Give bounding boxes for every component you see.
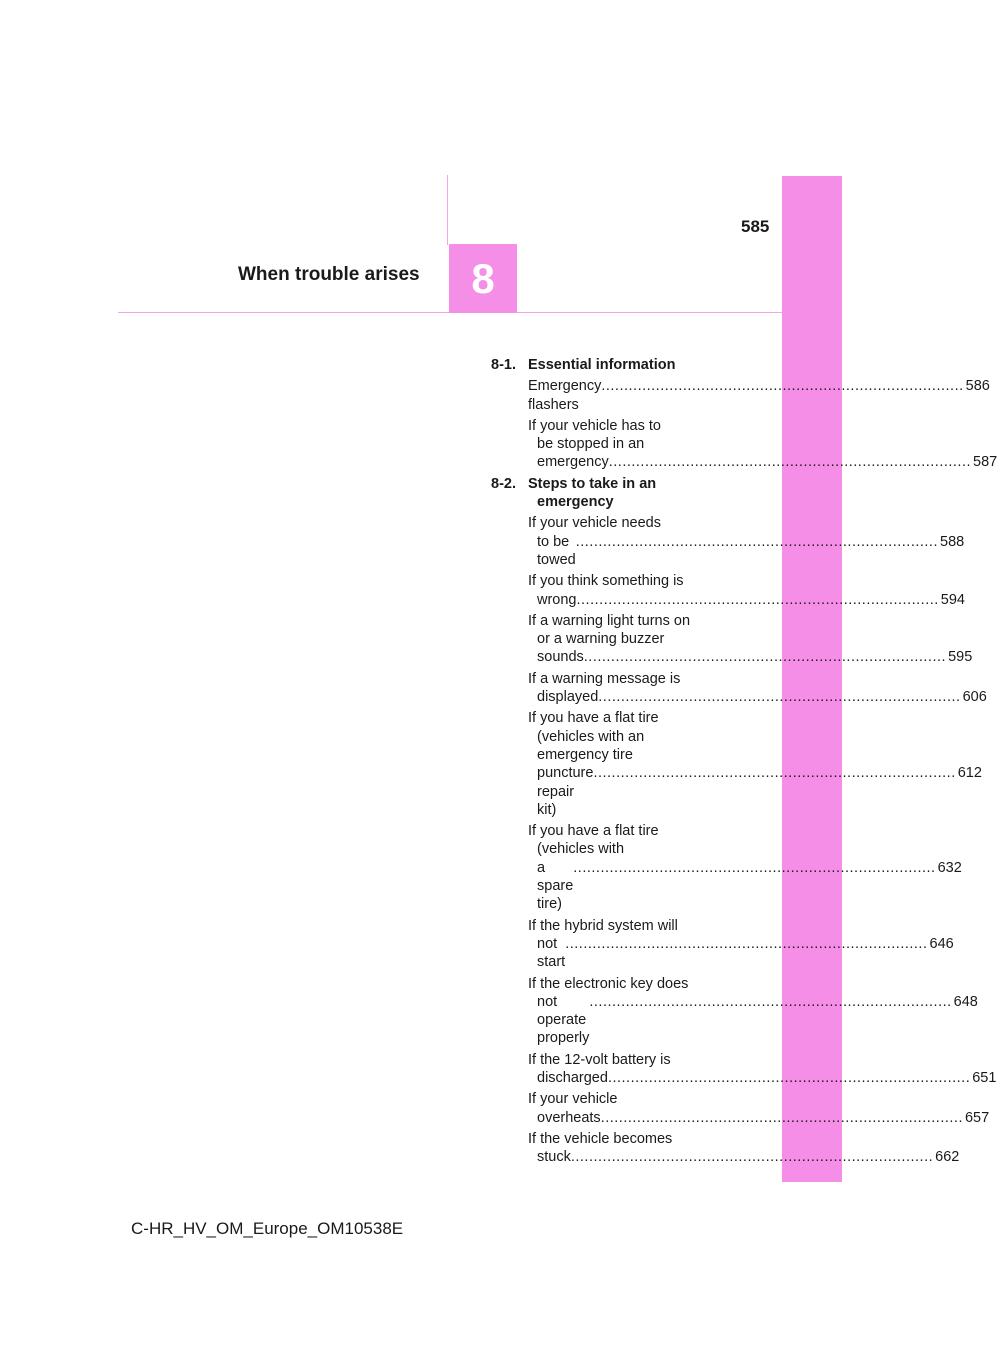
dot-leader: ................................................................................ — [600, 1109, 963, 1126]
toc-entry[interactable] — [528, 417, 997, 472]
toc-entry-text: If you think something is — [528, 573, 684, 590]
toc-entry-text: wrong — [537, 591, 577, 608]
toc-entry[interactable] — [528, 377, 990, 414]
toc-entry-text: not start — [537, 935, 566, 971]
toc-section-title: Steps to take in an emergency — [528, 475, 657, 511]
toc-page-number: 657 — [964, 1109, 990, 1126]
toc-section-number: 8-2. — [491, 475, 516, 492]
dot-leader: ................................................................................ — [607, 1069, 971, 1086]
toc-page-number: 595 — [948, 649, 973, 666]
toc-entry-text: or a warning buzzer — [537, 631, 665, 648]
toc-entry-text: If a warning light turns on — [528, 612, 691, 629]
dot-leader: ................................................................................ — [576, 591, 939, 608]
toc-entry-leader-line — [528, 533, 965, 570]
toc-entry-text: If your vehicle — [528, 1091, 618, 1108]
toc-entry[interactable] — [528, 1090, 990, 1127]
toc-entry[interactable] — [528, 514, 965, 569]
toc-entry-leader-line — [528, 648, 973, 666]
toc-entry-text: emergency tire — [537, 746, 633, 763]
toc-entry[interactable] — [528, 670, 987, 707]
toc-entry-text: (vehicles with an — [537, 728, 645, 745]
toc-entry-leader-line — [528, 1109, 990, 1127]
toc-entry[interactable] — [528, 975, 978, 1048]
toc-page-number: 648 — [953, 993, 978, 1010]
dot-leader: ................................................................................ — [565, 935, 928, 952]
chapter-number: 8 — [471, 254, 495, 302]
toc-entry[interactable] — [528, 1130, 960, 1167]
dot-leader: ................................................................................ — [583, 649, 947, 666]
toc-section-heading — [491, 356, 739, 374]
toc-entry[interactable] — [528, 917, 954, 972]
dot-leader: ................................................................................ — [575, 533, 938, 550]
dot-leader: ................................................................................ — [601, 378, 964, 395]
toc-entry-text: puncture repair kit) — [537, 765, 594, 818]
toc-entry-text: If the 12-volt battery is — [528, 1051, 671, 1068]
footer-document-id: C-HR_HV_OM_Europe_OM10538E — [131, 1219, 404, 1238]
toc-entry-text: If the hybrid system will — [528, 917, 678, 934]
toc-entry-leader-line — [528, 764, 982, 819]
toc-entry-text: Emergency flashers — [528, 378, 602, 413]
toc-entry[interactable] — [528, 822, 962, 913]
toc-entry-leader-line — [528, 688, 987, 706]
toc-entry-text: If you have a flat tire — [528, 710, 659, 727]
toc-page-number: 632 — [937, 859, 962, 876]
toc-entry-text: discharged — [537, 1069, 608, 1086]
toc-page-number: 587 — [973, 454, 997, 471]
toc-entry-text: be stopped in an — [537, 436, 645, 453]
toc-entry-leader-line — [528, 591, 965, 609]
toc-entry-text: to be towed — [537, 533, 576, 568]
toc-entry-text: If your vehicle has to — [528, 417, 661, 434]
toc-entry[interactable] — [528, 612, 973, 667]
toc-entry-text: emergency — [537, 454, 609, 471]
dot-leader: ................................................................................ — [589, 993, 952, 1010]
toc-entry-text: If the electronic key does — [528, 975, 689, 992]
toc-section-heading — [491, 475, 739, 512]
toc-entry-text: If you have a flat tire — [528, 823, 659, 840]
toc-entry-text: sounds — [537, 649, 584, 666]
chapter-number-box — [449, 244, 517, 313]
page-number: 585 — [741, 217, 770, 236]
toc-entry-leader-line — [528, 453, 997, 471]
toc-entry-text: If the vehicle becomes — [528, 1130, 673, 1147]
toc-page-number: 646 — [929, 935, 954, 952]
toc-entry-leader-line — [528, 1148, 960, 1166]
dot-leader: ................................................................................ — [608, 454, 972, 471]
toc-page-number: 586 — [965, 378, 990, 395]
toc-entry[interactable] — [528, 572, 965, 609]
toc-entry-leader-line — [528, 935, 954, 972]
toc-entry[interactable] — [528, 1051, 997, 1088]
toc-page-number: 606 — [962, 689, 987, 706]
dot-leader: ................................................................................ — [598, 689, 961, 706]
toc-entry-leader-line — [528, 1069, 997, 1087]
toc-section-title: Essential information — [528, 357, 676, 373]
dot-leader: ................................................................................ — [593, 765, 956, 782]
toc-page-number: 612 — [957, 765, 982, 782]
toc-entry-text: displayed — [537, 689, 599, 706]
toc-entry-text: overheats — [537, 1109, 601, 1126]
header-divider-vertical — [447, 175, 448, 245]
toc-section-number: 8-1. — [491, 357, 516, 373]
toc-entry-text: If a warning message is — [528, 670, 681, 687]
toc-page-number: 651 — [972, 1069, 997, 1086]
table-of-contents — [491, 356, 997, 1169]
toc-entry-leader-line — [528, 993, 978, 1048]
toc-entry-leader-line — [528, 859, 962, 914]
dot-leader: ................................................................................ — [573, 859, 936, 876]
toc-page-number: 588 — [940, 533, 965, 550]
toc-entry-text: stuck — [537, 1149, 571, 1166]
toc-entry-text: If your vehicle needs — [528, 515, 661, 532]
toc-page-number: 662 — [935, 1149, 960, 1166]
toc-entry[interactable] — [528, 709, 982, 819]
toc-entry-text: a spare tire) — [537, 859, 574, 913]
toc-entry-leader-line — [528, 377, 990, 414]
toc-entry-text: not operate properly — [537, 993, 590, 1047]
dot-leader: ................................................................................ — [570, 1149, 934, 1166]
chapter-title: When trouble arises — [238, 264, 420, 285]
toc-page-number: 594 — [940, 591, 965, 608]
toc-entry-text: (vehicles with — [537, 841, 625, 858]
